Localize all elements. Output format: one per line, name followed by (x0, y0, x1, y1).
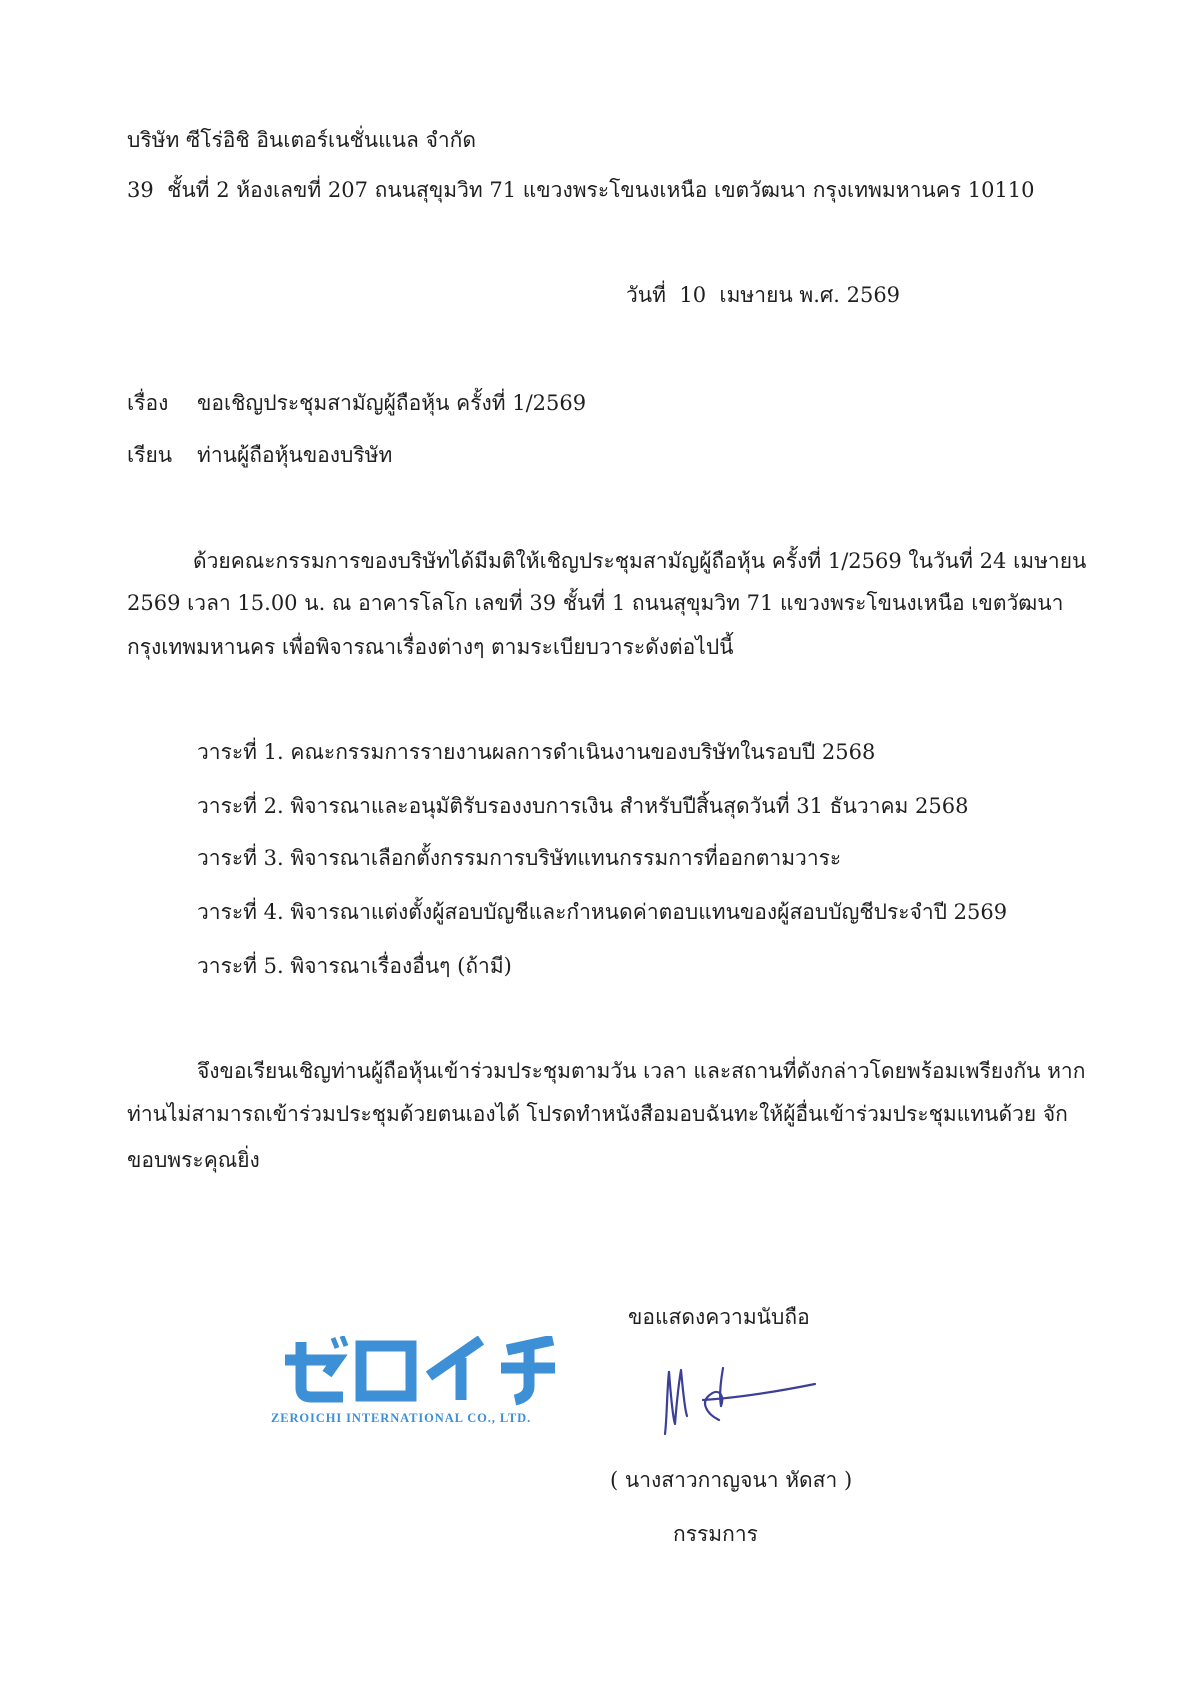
agenda-text: คณะกรรมการรายงานผลการดำเนินงานของบริษัทในรอบปี 2568 (290, 740, 876, 764)
logo-glyph (429, 1340, 481, 1376)
agenda-label: วาระที่ 1. (197, 740, 284, 764)
subject-text: ขอเชิญประชุมสามัญผู้ถือหุ้น ครั้งที่ 1/2569 (197, 391, 587, 415)
recipient-text: ท่านผู้ถือหุ้นของบริษัท (197, 443, 393, 467)
logo-glyph (361, 1346, 411, 1396)
agenda-label: วาระที่ 5. (197, 954, 284, 978)
agenda-label: วาระที่ 4. (197, 900, 284, 924)
agenda-label: วาระที่ 3. (197, 846, 284, 870)
intro-line: 2569 เวลา 15.00 น. ณ อาคารโลโก เลขที่ 39 ชั้นที่ 1 ถนนสุขุมวิท 71 แขวงพระโขนงเหนือ เขตวัฒนา (127, 591, 1064, 615)
agenda-item (197, 790, 968, 822)
agenda-text: พิจารณาแต่งตั้งผู้สอบบัญชีและกำหนดค่าตอบแทนของผู้สอบบัญชีประจำปี 2569 (290, 900, 1008, 924)
closing-line: จึงขอเรียนเชิญท่านผู้ถือหุ้นเข้าร่วมประชุมตามวัน เวลา และสถานที่ดังกล่าวโดยพร้อมเพรียงกัน หาก (197, 1059, 1086, 1083)
letter-date: วันที่ 10 เมษายน พ.ศ. 2569 (626, 283, 901, 307)
subject-label: เรื่อง (127, 391, 169, 415)
sign-off: ขอแสดงความนับถือ (628, 1305, 810, 1329)
agenda-item (197, 842, 841, 874)
recipient-label: เรียน (127, 443, 173, 467)
logo-company-name: ZEROICHI INTERNATIONAL CO., LTD. (271, 1411, 532, 1425)
signatory-position: กรรมการ (673, 1522, 758, 1546)
agenda-text: พิจารณาเลือกตั้งกรรมการบริษัทแทนกรรมการที่ออกตามวาระ (290, 846, 842, 870)
logo-glyph (333, 1336, 346, 1348)
agenda-item (197, 736, 875, 768)
agenda-item (197, 950, 512, 982)
logo-glyph (285, 1360, 337, 1374)
signature (655, 1358, 825, 1443)
agenda-text: พิจารณาและอนุมัติรับรองงบการเงิน สำหรับปีสิ้นสุดวันที่ 31 ธันวาคม 2568 (290, 794, 969, 818)
intro-line: ด้วยคณะกรรมการของบริษัทได้มีมติให้เชิญประชุมสามัญผู้ถือหุ้น ครั้งที่ 1/2569 ในวันที่ 24 เมษายน (193, 549, 1087, 573)
closing-line: ขอบพระคุณยิ่ง (127, 1148, 260, 1172)
agenda-item (197, 896, 1007, 928)
closing-line: ท่านไม่สามารถเข้าร่วมประชุมด้วยตนเองได้ โปรดทำหนังสือมอบฉันทะให้ผู้อื่นเข้าร่วมประชุมแทนด้วย จัก (127, 1102, 1068, 1126)
signatory-name: ( นางสาวกาญจนา หัดสา ) (610, 1468, 853, 1492)
company-logo-mark (283, 1336, 561, 1406)
intro-line: กรุงเทพมหานคร เพื่อพิจารณาเรื่องต่างๆ ตามระเบียบวาระดังต่อไปนี้ (127, 635, 734, 659)
agenda-text: พิจารณาเรื่องอื่นๆ (ถ้ามี) (290, 954, 512, 978)
agenda-label: วาระที่ 2. (197, 794, 284, 818)
company-address: 39 ชั้นที่ 2 ห้องเลขที่ 207 ถนนสุขุมวิท 71 แขวงพระโขนงเหนือ เขตวัฒนา กรุงเทพมหานคร 10110 (127, 178, 1035, 202)
company-name: บริษัท ซีโร่อิชิ อินเตอร์เนชั่นแนล จำกัด (127, 128, 477, 152)
